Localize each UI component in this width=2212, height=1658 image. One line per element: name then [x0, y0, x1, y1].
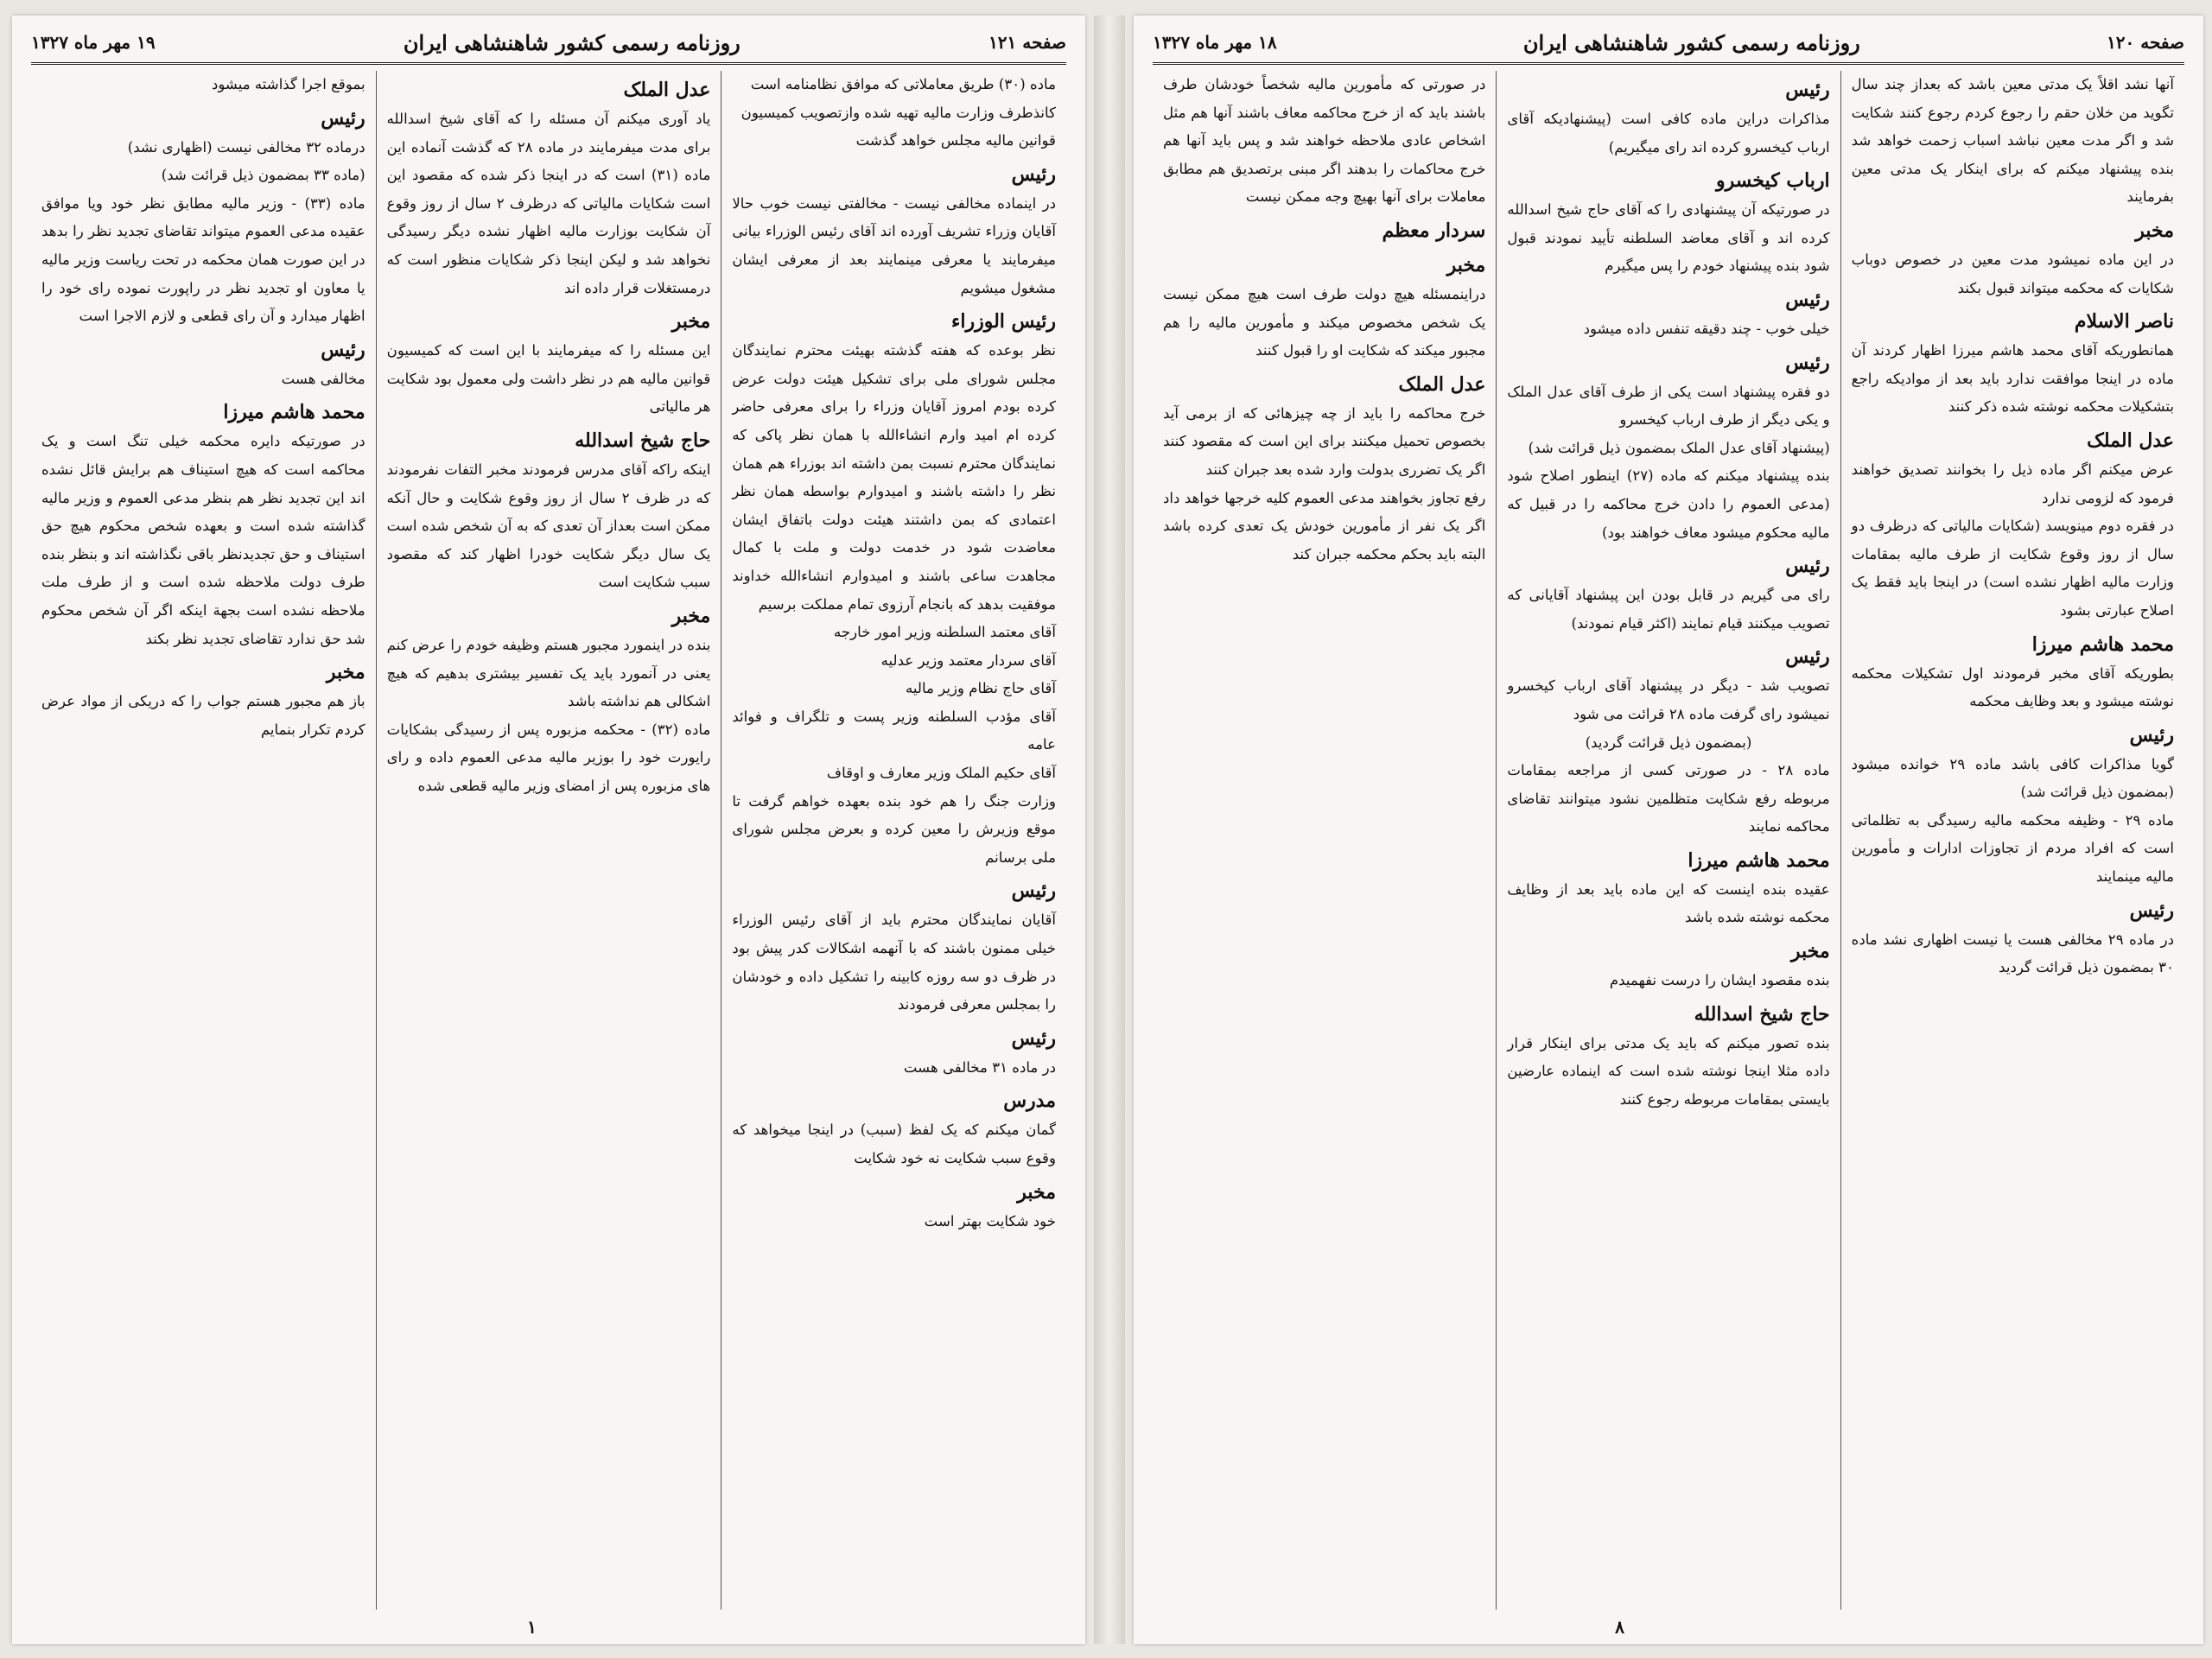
paragraph: خیلی خوب - چند دقیقه تنفس داده میشود	[1583, 320, 1830, 337]
text-columns	[31, 71, 1066, 1610]
paragraph: ماده (۳۰) طریق معاملاتی که موافق نظامنامه است	[750, 76, 1056, 92]
speaker-name: رئیس	[1785, 79, 1830, 101]
text-columns	[1153, 71, 2184, 1610]
column	[1496, 71, 1840, 1610]
speaker-name: مخبر	[326, 661, 365, 684]
page-footer-number: ۸	[1615, 1617, 1624, 1637]
paragraph: تصویب شد - دیگر در پیشنهاد آقای ارباب کیخسرو نمیشود رای گرفت ماده ۲۸ قرائت می شود	[1507, 677, 1830, 722]
paragraph: دو فقره پیشنهاد است یکی از طرف آقای عدل الملک و یکی دیگر از طرف ارباب کیخسرو	[1507, 383, 1830, 429]
paragraph: ماده ۲۸ - در صورتی کسی از مراجعه بمقامات مربوطه رفع شکایت متظلمین نشود میتوانند تقاضای محاکمه نمایند	[1507, 762, 1830, 835]
speaker-name: رئیس	[321, 338, 365, 361]
page-header	[31, 22, 1066, 65]
speaker-name: مخبر	[671, 604, 711, 627]
paragraph: گویا مذاکرات کافی باشد ماده ۲۹ خوانده میشود (بمضمون ذیل قرائت شد)	[1851, 755, 2174, 801]
paragraph: اینکه راکه آقای مدرس فرمودند مخبر التفات نفرمودند که در ظرف ۲ سال از روز وقوع شکایت و حال آنکه ممکن است بعداز آن تعدی که به آن شخص شده است یک سال دیگر شکایت خودرا اظهار کند که مقصود سبب شکایت است	[386, 461, 711, 591]
speaker-name: مخبر	[671, 310, 711, 334]
paragraph: بنده پیشنهاد میکنم که ماده (۲۷) اینطور اصلاح شود (مدعی العموم را دادن خرج محاکمه را در قبیل که مالیه محکوم میشود معاف خواهند بود)	[1507, 467, 1830, 541]
paragraph: عرض میکنم اگر ماده ذیل را بخوانند تصدیق خواهند فرمود که لزومی ندارد	[1851, 461, 2174, 506]
paragraph: آقای معتمد السلطنه وزیر امور خارجه	[833, 624, 1056, 641]
centered-note: (بمضمون ذیل قرائت گردید)	[1585, 734, 1752, 751]
paragraph: ماده ۲۹ - وظیفه محکمه مالیه رسیدگی به تظلماتی است که افراد مردم از تجاوزات ادارات و مأمورین مالیه مینمایند	[1851, 811, 2174, 886]
speaker-name: رئیس	[1785, 555, 1830, 578]
speaker-name: رئیس	[1011, 880, 1056, 903]
paragraph: همانطوریکه آقای محمد هاشم میرزا اظهار کردند آن ماده در اینجا موافقت ندارد باید بعد از موادیکه راجع بتشکیلات محکمه نوشته شده ذکر کنند	[1851, 342, 2174, 416]
issue-date: ۱۹ مهر ماه ۱۳۲۷	[31, 32, 156, 53]
paragraph: خود شکایت بهتر است	[924, 1212, 1056, 1229]
newspaper-title: روزنامه رسمی کشور شاهنشاهی ایران	[403, 29, 741, 55]
speaker-name: ارباب کیخسرو	[1716, 169, 1830, 193]
paragraph: ماده (۳۳) - وزیر مالیه مطابق نظر خود ویا موافق عقیده مدعی العموم میتواند تقاضای تجدید نظر را بدهد در این صورت همان محکمه در تحت ریاست وزیر مالیه یا معاون او تجدید نظر در راپورت نموده رای خود را اظهار میدارد و آن رای قطعی و لازم الاجرا است	[41, 194, 365, 325]
paragraph: آقای سردار معتمد وزیر عدلیه	[880, 651, 1056, 669]
column	[376, 71, 721, 1610]
paragraph: عقیده بنده اینست که این ماده باید بعد از وظایف محکمه نوشته شده باشد	[1507, 880, 1830, 926]
speaker-name: محمد هاشم میرزا	[1688, 848, 1830, 872]
paragraph: در اینماده مخالفی نیست - مخالفتی نیست خوب حالا آقایان وزراء تشریف آورده اند آقای رئیس الوزراء بیانی میفرمایند یا معرفی مینمایند بعد از معرفی ایشان مشغول میشویم	[732, 194, 1056, 296]
column	[31, 71, 376, 1610]
speaker-name: مخبر	[1446, 253, 1486, 276]
speaker-name: حاج شیخ اسدالله	[575, 429, 711, 452]
paragraph: آنها نشد اقلاً یک مدتی معین باشد که بعداز چند سال تگوید من خلان حقم را رجوع کردم رجوع کنند شکایت شد و اگر مدت معین نباشد اسباب زحمت خواهد شد بنده پیشنهاد میکنم که برای اینکار یک مدتی معین بفرمایند	[1851, 76, 2174, 206]
speaker-name: رئیس	[321, 106, 365, 130]
speaker-name: عدل الملک	[2087, 429, 2174, 452]
paragraph: رای می گیریم در قابل بودن این پیشنهاد آقایانی که تصویب میکنند قیام نمایند (اکثر قیام نمودند)	[1507, 587, 1830, 632]
column	[721, 71, 1066, 1610]
paragraph: آقای حاج نظام وزیر مالیه	[906, 680, 1056, 697]
page-number: صفحه ۱۲۱	[988, 32, 1066, 53]
paragraph: آقایان نمایندگان محترم باید از آقای رئیس الوزراء خیلی ممنون باشند که با آنهمه اشکالات کدر پیش بود در ظرف دو سه روزه کابینه را تشکیل داده و خودشان را بمجلس معرفی فرمودند	[732, 912, 1056, 1013]
speaker-name: رئیس	[2129, 899, 2174, 922]
paragraph: ماده (۳۲) - محکمه مزبوره پس از رسیدگی بشکایات رایورت خود را بوزیر مالیه مدعی العموم داده و رای های مزبوره پس از امضای وزیر مالیه قطعی شده	[386, 721, 711, 794]
speaker-name: عدل الملک	[623, 79, 711, 101]
paragraph: این مسئله را که میفرمایند با این است که کمیسیون قوانین مالیه هم در نظر داشت ولی معمول بود شکایت هر مالیاتی	[386, 342, 711, 416]
page-121	[12, 16, 1085, 1644]
paragraph: گمان میکنم که یک لفظ (سبب) در اینجا میخواهد که وقوع سبب شکایت نه خود شکایت	[732, 1121, 1056, 1166]
speaker-name: سردار معظم	[1382, 219, 1486, 242]
paragraph: کانذطرف وزارت مالیه تهیه شده وازتصویب کمیسیون	[741, 104, 1056, 121]
page-number: صفحه ۱۲۰	[2107, 32, 2184, 53]
paragraph: یاد آوری میکنم آن مسئله را که آقای شیخ اسدالله برای مدت میفرمایند در ماده ۲۸ که گذشت آنماده این ماده (۳۱) است که در اینجا ذکر شده که مقصود این است شکایات مالیاتی که درظرف ۲ سال از روز وقوع آن شکایت بوزارت مالیه اظهار نشده دیگر رسیدگی نخواهد شد و لیکن اینجا ذکر شکایات منظور است که درمستغلات قرار داده اند	[386, 111, 711, 296]
paragraph: وزارت جنگ را هم خود بنده بعهده خواهم گرفت تا موقع وزیرش را معین کرده و بعرض مجلس شورای ملی برسانم	[732, 792, 1056, 866]
paragraph: دراینمسئله هیچ دولت طرف است هیچ ممکن نیست یک شخص مخصوص میکند و مأمورین مالیه را هم مجبور میکند که شکایت او را قبول کنند	[1163, 285, 1486, 359]
speaker-name: رئیس الوزراء	[951, 310, 1056, 334]
paragraph: (پیشنهاد آقای عدل الملک بمضمون ذیل قرائت شد)	[1528, 439, 1830, 456]
page-120	[1134, 16, 2203, 1644]
speaker-name: محمد هاشم میرزا	[223, 401, 365, 424]
paragraph: (ماده ۳۳ بمضمون ذیل قرائت شد)	[161, 167, 365, 184]
paragraph: آقای مؤدب السلطنه وزیر پست و تلگراف و فوائد عامه	[732, 708, 1056, 753]
paragraph: در این ماده نمیشود مدت معین در خصوص دوباب شکایات که محکمه میتواند قبول بکند	[1851, 251, 2174, 296]
speaker-name: عدل الملک	[1398, 372, 1486, 396]
paragraph: خرج محاکمه را باید از چه چیزهائی که از برمی آید بخصوص تحمیل میکنند برای این است که مقصود کنند اگر یک تضرری بدولت وارد شده بعد جبران کنند	[1163, 404, 1486, 478]
speaker-name: رئیس	[1785, 351, 1830, 374]
paragraph: بنده تصور میکنم که باید یک مدتی برای اینکار قرار داده مثلا اینجا نوشته شده است که اینماده عارضین بایستی بمقامات مربوطه رجوع کنند	[1507, 1034, 1830, 1108]
paragraph: در ماده ۳۱ مخالفی هست	[903, 1058, 1056, 1076]
paragraph: درماده ۳۲ مخالفی نیست (اظهاری نشد)	[127, 138, 365, 156]
paragraph: مخالفی هست	[281, 370, 365, 387]
speaker-name: مخبر	[2135, 219, 2174, 242]
newspaper-title: روزنامه رسمی کشور شاهنشاهی ایران	[1522, 29, 1860, 55]
speaker-name: رئیس	[1785, 645, 1830, 669]
speaker-name: رئیس	[2129, 723, 2174, 746]
paragraph: در فقره دوم مینویسد (شکایات مالیاتی که درظرف دو سال از روز وقوع شکایت از طرف مالیه بمقامات وزارت مالیه اظهار نشده است) در اینجا باید فقط یک اصلاح عبارتی بشود	[1851, 518, 2174, 619]
page-footer-number: ۱	[527, 1617, 537, 1637]
speaker-name: مخبر	[1790, 940, 1830, 963]
paragraph: در صورتیکه دایره محکمه خیلی تنگ است و یک محاکمه است که هیچ استیناف هم برایش قائل نشده اند این تجدید نظر هم بنظر مدعی العموم و وزیر مالیه گذاشته شده است و بعهده شخص محکوم هیچ حق استیناف و حق تجدیدنظر باقی نگذاشته اند و بنظر بنده طرف دولت ملاحظه شده است و از طرف ملت ملاحظه نشده است بجهة اینکه اگر آن شخص محکوم شد حق ندارد تقاضای تجدید نظر بکند	[41, 433, 365, 647]
paragraph: رفع تجاوز بخواهند مدعی العموم کلیه خرجها خواهد داد اگر یک نفر از مأمورین خودش یک تعدی کرده باشد البته باید بحکم محکمه جبران کند	[1163, 489, 1486, 562]
paragraph: بطوریکه آقای مخبر فرمودند اول تشکیلات محکمه نوشته میشود و بعد وظایف محکمه	[1851, 664, 2174, 710]
speaker-name: حاج شیخ اسدالله	[1694, 1002, 1830, 1026]
page-header	[1153, 22, 2184, 65]
paragraph: آقای حکیم الملک وزیر معارف و اوقاف	[826, 765, 1056, 782]
paragraph: مذاکرات دراین ماده کافی است (پیشنهادیکه آقای ارباب کیخسرو کرده اند رای میگیریم)	[1507, 111, 1830, 156]
column	[1153, 71, 1496, 1610]
paragraph: بموقع اجرا گذاشته میشود	[211, 76, 365, 92]
speaker-name: رئیس	[1011, 1026, 1056, 1050]
speaker-name: مخبر	[1017, 1180, 1056, 1204]
speaker-name: رئیس	[1011, 162, 1056, 186]
paragraph: در ماده ۲۹ مخالفی هست یا نیست اظهاری نشد ماده ۳۰ بمضمون ذیل قرائت گردید	[1851, 931, 2174, 976]
paragraph: در صورتیکه آن پیشنهادی را که آقای حاج شیخ اسدالله کرده اند و آقای معاضد السلطنه تأیید نمودند قبول شود بنده پیشنهاد خودم را پس میگیرم	[1507, 201, 1830, 275]
issue-date: ۱۸ مهر ماه ۱۳۲۷	[1153, 32, 1277, 53]
column	[1840, 71, 2184, 1610]
speaker-name: رئیس	[1785, 288, 1830, 311]
speaker-name: محمد هاشم میرزا	[2031, 632, 2174, 656]
paragraph: نظر بوعده که هفته گذشته بهیئت محترم نمایندگان مجلس شورای ملی برای تشکیل هیئت دولت عرض کرده بودم امروز آقایان وزراء را برای معرفی حاضر کرده ام امید وارم انشاءالله با همان نظر پاکی که نمایندگان محترم نسبت بمن داشته اند بوزراء هم همان نظر را داشته باشند و امیدوارم بواسطه همان نظر اعتمادی که بمن داشتند هیئت دولت باتفاق ایشان معاضدت شود در خدمت دولت و ملت با کمال مجاهدت ساعی باشند و امیدوارم انشاءالله خداوند موفقیت بدهد که بانجام آرزوی تمام مملکت برسیم	[732, 342, 1056, 613]
paragraph: در صورتی که مأمورین مالیه شخصاً خودشان طرف باشند باید که از خرج محاکمه معاف باشند آنها هم مثل اشخاص عادی ملاحظه خواهند شد و پس باید آنها هم خرج محاکمات را بدهند اگر مبنی برتصدیق هم مطابق معاملات برای آنها بهیچ وجه ممکن نیست	[1163, 76, 1486, 206]
speaker-name: مدرس	[1003, 1089, 1056, 1113]
paragraph: قوانین مالیه مجلس خواهد گذشت	[855, 132, 1056, 149]
paragraph: باز هم مجبور هستم جواب را که دریکی از مواد عرض کردم تکرار بنمایم	[41, 693, 365, 738]
paragraph: بنده مقصود ایشان را درست نفهمیدم	[1609, 972, 1830, 989]
book-gutter	[1094, 16, 1125, 1644]
speaker-name: ناصر الاسلام	[2074, 310, 2174, 334]
paragraph: بنده در اینمورد مجبور هستم وظیفه خودم را عرض کنم یعنی در آنمورد باید یک تفسیر بیشتری بدهیم که هیچ اشکالی هم نداشته باشد	[386, 636, 711, 710]
